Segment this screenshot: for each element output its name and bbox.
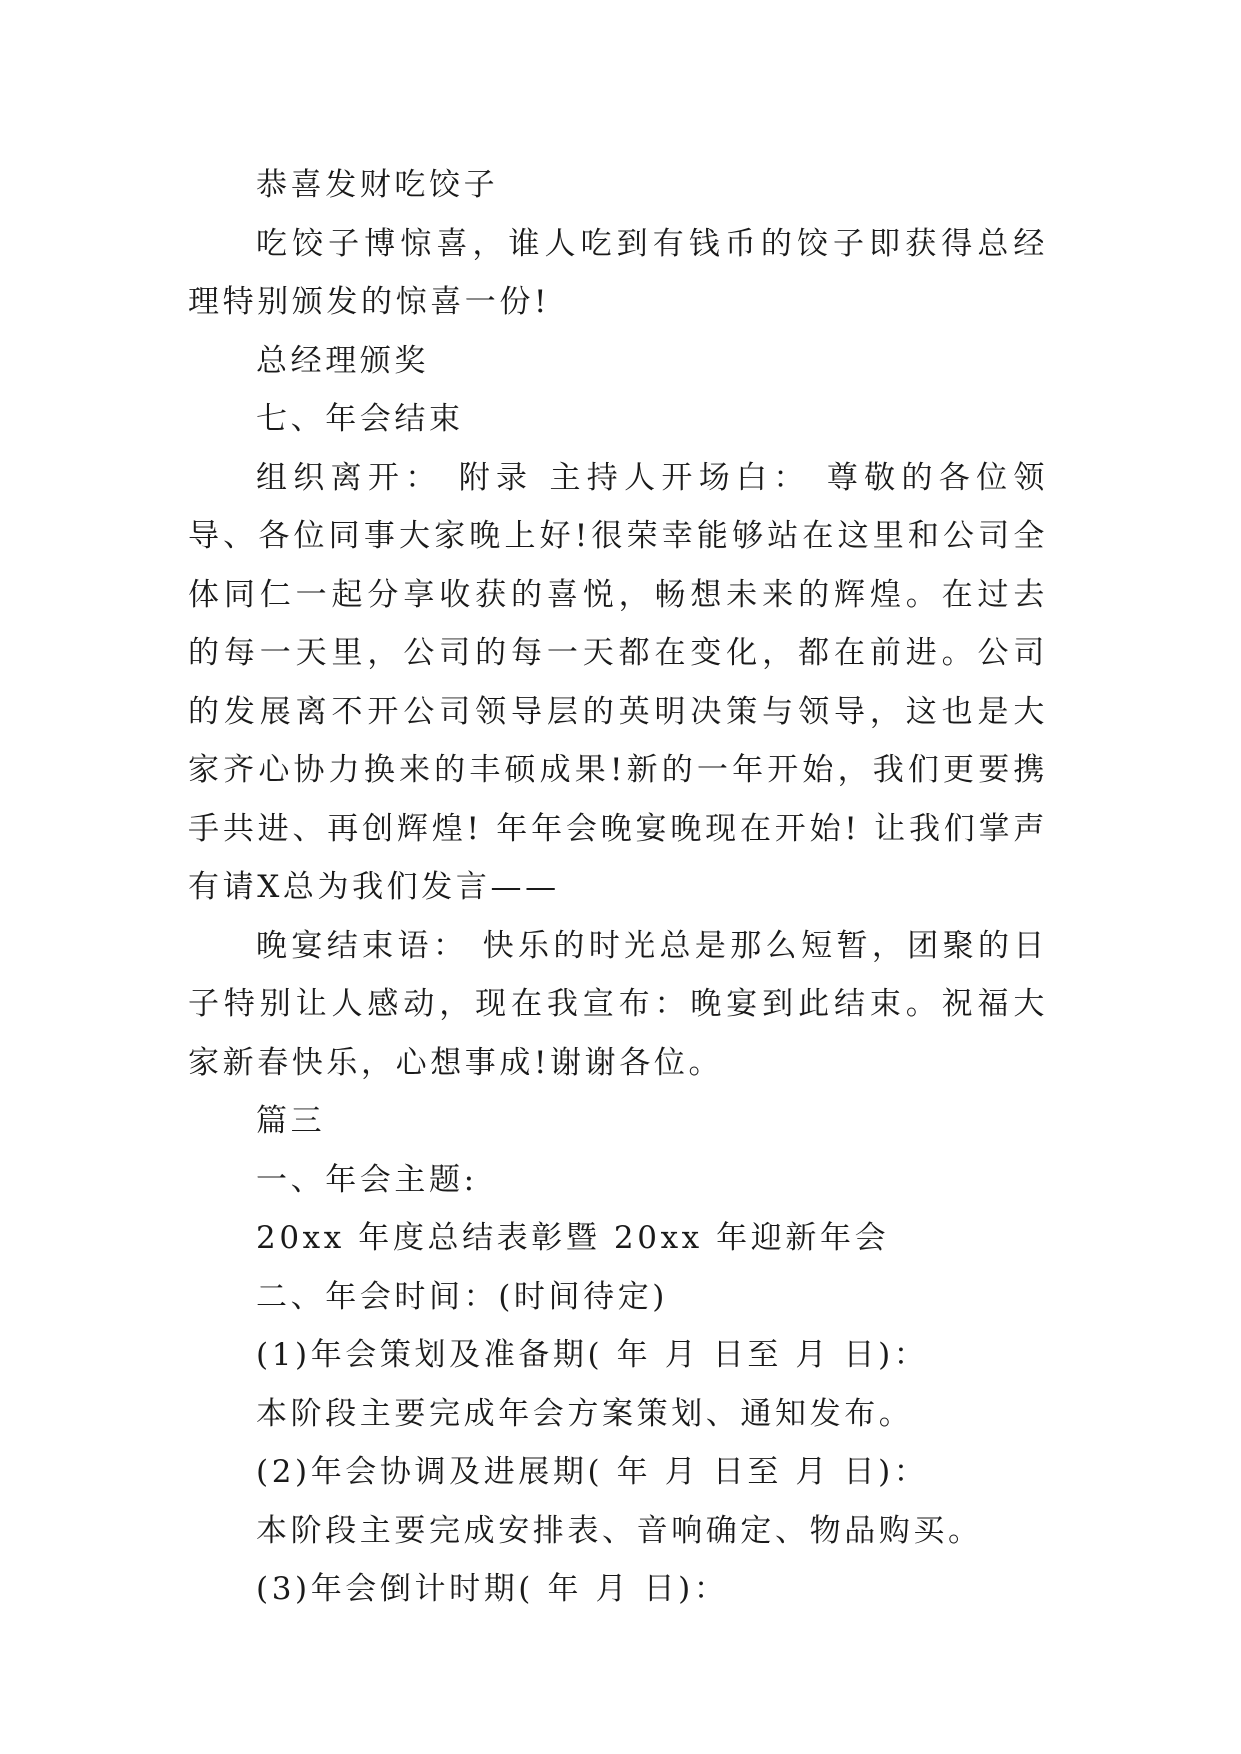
paragraph: 总经理颁奖 — [256, 342, 429, 379]
section-heading: 二、年会时间：(时间待定) — [256, 1278, 668, 1315]
list-item: (3)年会倒计时期( 年 月 日)： — [256, 1571, 729, 1607]
paragraph: 吃饺子博惊喜，谁人吃到有钱币的饺子即获得总经理特别颁发的惊喜一份! — [188, 225, 1048, 320]
paragraph: 恭喜发财吃饺子 — [256, 167, 499, 203]
part-heading: 篇三 — [256, 1103, 326, 1139]
section-heading: 一、年会主题: — [256, 1161, 478, 1198]
paragraph: 本阶段主要完成年会方案策划、通知发布。 — [256, 1395, 914, 1432]
document-body — [188, 156, 1048, 1619]
list-item: (1)年会策划及准备期( 年 月 日至 月 日)： — [256, 1337, 929, 1373]
paragraph: 组织离开： 附录 主持人开场白： 尊敬的各位领导、各位同事大家晚上好!很荣幸能够站在这里和公司全体同仁一起分享收获的喜悦，畅想未来的辉煌。在过去的每一天里，公司的每一天都在变化，都在前进。公司的发展离不开公司领导层的英明决策与领导，这也是大家齐心协力换来的丰硕成果!新的一年开始，我们更要携手共进、再创辉煌! 年年会晚宴晚现在开始! 让我们掌声有请X总为我们发言—— — [188, 459, 1048, 905]
paragraph: 20xx 年度总结表彰暨 20xx 年迎新年会 — [256, 1220, 890, 1256]
paragraph: 本阶段主要完成安排表、音响确定、物品购买。 — [256, 1512, 983, 1549]
paragraph: 晚宴结束语： 快乐的时光总是那么短暂，团聚的日子特别让人感动，现在我宣布：晚宴到此结束。祝福大家新春快乐，心想事成!谢谢各位。 — [188, 927, 1048, 1081]
list-item: (2)年会协调及进展期( 年 月 日至 月 日)： — [256, 1454, 929, 1490]
section-heading: 七、年会结束 — [256, 401, 464, 437]
